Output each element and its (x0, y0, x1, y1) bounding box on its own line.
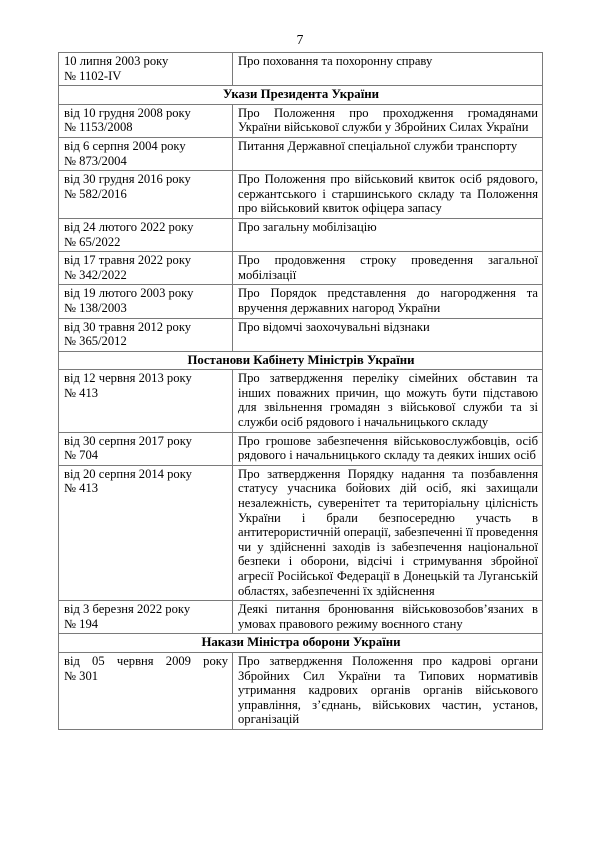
document-date: від 6 серпня 2004 року (64, 138, 186, 153)
document-date-cell (59, 370, 233, 432)
table-row (59, 171, 543, 219)
table-row (59, 465, 543, 600)
table-body (59, 53, 543, 730)
legal-documents-table (58, 52, 543, 730)
document-date-cell (59, 53, 233, 86)
table-section-header-row (59, 634, 543, 653)
table-section-header-row (59, 351, 543, 370)
document-number: № 365/2012 (64, 334, 127, 349)
document-date-cell (59, 137, 233, 170)
document-title-cell: Про відомчі заохочувальні відзнаки (233, 318, 543, 351)
document-number: № 704 (64, 448, 99, 463)
document-date: від 24 лютого 2022 року (64, 219, 194, 234)
document-date-cell (59, 252, 233, 285)
document-number: № 413 (64, 481, 99, 496)
document-date: 10 липня 2003 року (64, 54, 169, 68)
document-title-cell: Деякі питання бронювання військовозобов’язаних в умовах правового режиму воєнного стану (233, 601, 543, 634)
table-row (59, 53, 543, 86)
document-number: № 582/2016 (64, 186, 127, 201)
document-title-cell: Про загальну мобілізацію (233, 218, 543, 251)
table-row (59, 137, 543, 170)
document-date-cell (59, 318, 233, 351)
document-title-cell: Питання Державної спеціальної служби транспорту (233, 137, 543, 170)
document-date: від 12 червня 2013 року (64, 371, 192, 386)
table-row (59, 318, 543, 351)
table-row (59, 652, 543, 729)
document-number: № 1102-IV (64, 68, 122, 83)
section-heading: Укази Президента України (59, 86, 543, 105)
document-date-cell (59, 171, 233, 219)
page-number: 7 (296, 32, 304, 47)
document-title-cell: Про Положення про військовий квиток осіб рядового, сержантського і старшинського складу та Положення про військовий квиток офіцера запасу (233, 171, 543, 219)
document-date-cell (59, 432, 233, 465)
document-date: від 20 серпня 2014 року (64, 466, 192, 481)
document-title-cell: Про грошове забезпечення військовослужбовців, осіб рядового і начальницького складу та деяких інших осіб (233, 432, 543, 465)
table-row (59, 218, 543, 251)
document-date: від 30 серпня 2017 року (64, 433, 192, 448)
table-row (59, 285, 543, 318)
document-title-cell: Про Положення про проходження громадянами України військової служби у Збройних Силах України (233, 104, 543, 137)
document-number: № 1153/2008 (64, 120, 133, 135)
table-row (59, 370, 543, 432)
document-number: № 301 (64, 668, 99, 683)
document-number: № 342/2022 (64, 267, 127, 282)
table-row (59, 104, 543, 137)
document-number: № 873/2004 (64, 153, 127, 168)
document-date-cell (59, 465, 233, 600)
document-date: від 17 травня 2022 року (64, 253, 192, 268)
document-title-cell: Про затвердження Порядку надання та позбавлення статусу учасника бойових дій осіб, які захищали незалежність, суверенітет та територіальну цілісність України і брали безпосередню участь в антитерористичній операції, забезпеченні її проведення чи у здійсненні заходів із забезпечення національної безпеки і оборони, відсічі і стримування збройної агресії Російської Федерації в Донецькій та Луганській областях, забезпеченні їх здійснення (233, 465, 543, 600)
table-row (59, 601, 543, 634)
document-number: № 65/2022 (64, 234, 121, 249)
document-date: від 30 грудня 2016 року (64, 172, 191, 187)
document-date-cell (59, 218, 233, 251)
document-number: № 138/2003 (64, 300, 127, 315)
document-date-cell (59, 652, 233, 729)
section-heading: Постанови Кабінету Міністрів України (59, 351, 543, 370)
document-date: від 3 березня 2022 року (64, 602, 191, 617)
document-date: від 19 лютого 2003 року (64, 286, 194, 301)
document-date-cell (59, 601, 233, 634)
document-number: № 413 (64, 385, 99, 400)
table-row (59, 432, 543, 465)
document-date: від 30 травня 2012 року (64, 319, 192, 334)
table-section-header-row (59, 86, 543, 105)
document-title-cell: Про продовження строку проведення загальної мобілізації (233, 252, 543, 285)
document-title-cell: Про затвердження Положення про кадрові органи Збройних Сил України та Типових нормативів утримання кадрових органів органів військового управління, з’єднань, військових частин, установ, організацій (233, 652, 543, 729)
document-date: від 10 грудня 2008 року (64, 105, 191, 120)
document-number: № 194 (64, 616, 99, 631)
document-date-cell (59, 285, 233, 318)
document-title-cell: Про поховання та похоронну справу (233, 53, 543, 86)
document-date-cell (59, 104, 233, 137)
table-row (59, 252, 543, 285)
section-heading: Накази Міністра оборони України (59, 634, 543, 653)
document-date: від 05 червня 2009 року (64, 653, 228, 668)
document-title-cell: Про Порядок представлення до нагородження та вручення державних нагород України (233, 285, 543, 318)
document-title-cell: Про затвердження переліку сімейних обставин та інших поважних причин, що можуть бути підставою для звільнення громадян з військової служби та зі служби осіб рядового і начальницького складу (233, 370, 543, 432)
